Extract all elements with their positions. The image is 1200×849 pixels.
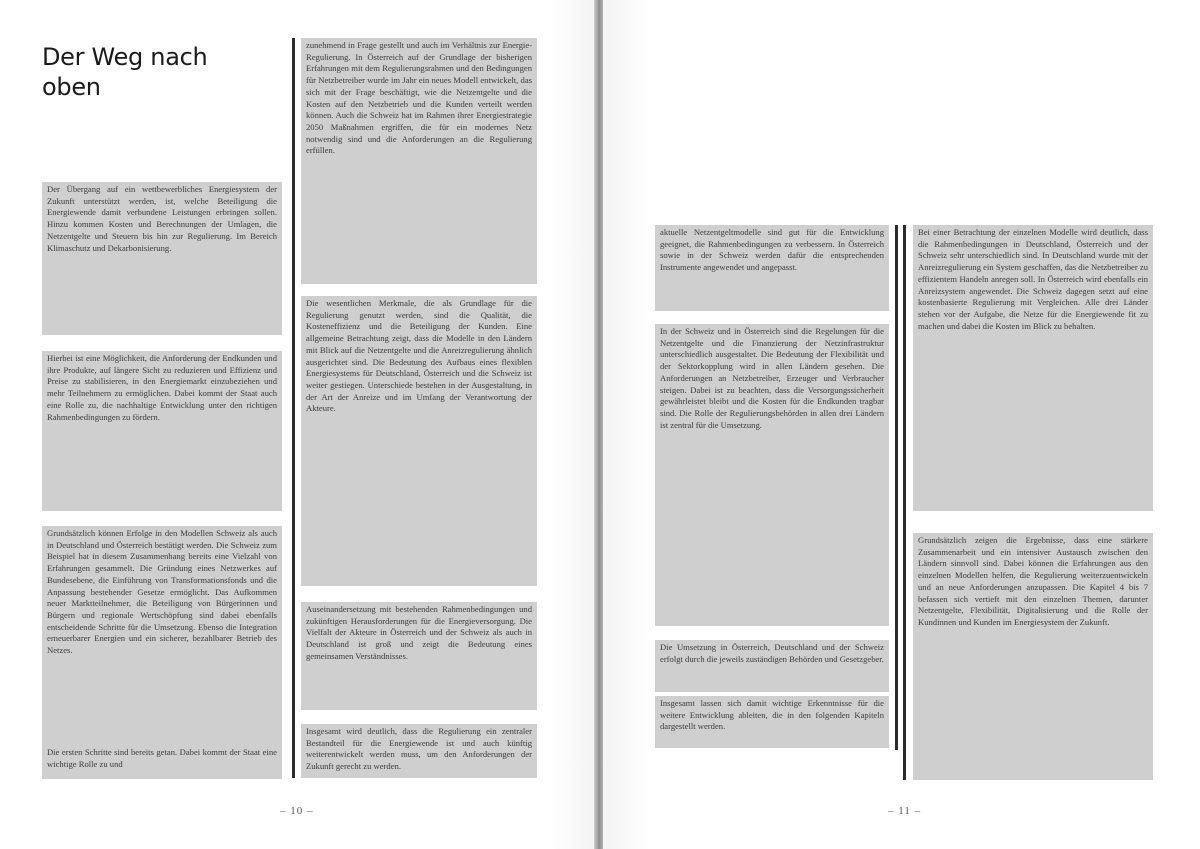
page-number: – 10 – <box>280 805 314 817</box>
column-rule <box>895 225 898 750</box>
paragraph: Auseinandersetzung mit bestehenden Rahmenbedingungen und zukünftigen Herausforderungen für die Energieversorgung. Die Vielfalt der Akteure in Österreich und der Schweiz als auch in Deutschland ist groß und zeigt die Bedeutung eines gemeinsamen Verständnisses. <box>301 602 537 710</box>
column-rule <box>292 38 295 778</box>
paragraph: Die ersten Schritte sind bereits getan. Dabei kommt der Staat eine wichtige Rolle zu und <box>42 745 282 779</box>
right-page <box>603 0 1200 849</box>
paragraph: Insgesamt lassen sich damit wichtige Erkenntnisse für die weitere Entwicklung ableiten, die in den folgenden Kapiteln dargestellt werden. <box>655 696 889 748</box>
title-line-2: oben <box>42 73 101 101</box>
paragraph: Hierbei ist eine Möglichkeit, die Anforderung der Endkunden und ihre Produkte, auf längere Sicht zu reduzieren und Effizienz und Preise zu stabilisieren, in den Energiemarkt einzubeziehen und mehr Teilnehmern zu ermöglichen. Dabei kommt der Staat auch eine Rolle zu, die nachhaltige Entwicklung unter den richtigen Rahmenbedingungen zu fördern. <box>42 351 282 511</box>
paragraph: Die Umsetzung in Österreich, Deutschland und der Schweiz erfolgt durch die jeweils zuständigen Behörden und Gesetzgeber. <box>655 640 889 692</box>
paragraph: Grundsätzlich zeigen die Ergebnisse, dass eine stärkere Zusammenarbeit und ein intensiver Austausch zwischen den Ländern sinnvoll sind. Dabei können die Erfahrungen aus den einzelnen Modellen helfen, die Regulierung weiterzuentwickeln und an neue Anforderungen anzupassen. Die Kapitel 4 bis 7 befassen sich vertieft mit den einzelnen Themen, darunter Netzentgelte, Flexibilität, Digitalisierung und die Rolle der Kundinnen und Kunden im Energiesystem der Zukunft. <box>913 533 1153 780</box>
paragraph: Insgesamt wird deutlich, dass die Regulierung ein zentraler Bestandteil für die Energiewende ist und auch künftig weiterentwickelt werden muss, um den Anforderungen der Zukunft gerecht zu werden. <box>301 724 537 778</box>
title-line-1: Der Weg nach <box>42 43 208 71</box>
right-column-2 <box>903 225 1163 780</box>
left-column-1 <box>42 38 282 776</box>
column-rule <box>903 225 906 780</box>
paragraph: Grundsätzlich können Erfolge in den Modellen Schweiz als auch in Deutschland und Österreich bestätigt werden. Die Schweiz zum Beispiel hat in diesem Zusammenhang bereits eine Vielzahl von Erfahrungen gesammelt. Die Gründung eines Netzwerkes auf Bundesebene, die Einführung von Transformationsfonds und die Anpassung bestehender Gesetze ermöglicht. Das Aufkommen neuer Marktteilnehmer, die Beteiligung von Bürgerinnen und Bürgern und regionale Wertschöpfung sind dabei ebenfalls entscheidende Schritte für die Umsetzung. Ebenso die Integration erneuerbarer Energien und ein sicherer, bezahlbarer Betrieb des Netzes. <box>42 526 282 758</box>
paragraph: zunehmend in Frage gestellt und auch im Verhältnis zur Energie-Regulierung. In Österreich auf der Grundlage der bisherigen Erfahrungen mit dem Regulierungsrahmen und den Bedingungen für Netzbetreiber wurde im Jahr ein neues Modell entwickelt, das sich mit der Frage beschäftigt, wie die Netzentgelte und die Kosten auf den Netzbetrieb und die Kunden verteilt werden können. Auch die Schweiz hat im Rahmen ihrer Energiestrategie 2050 Maßnahmen ergriffen, die für ein modernes Netz notwendig sind und die Anforderungen an die Regulierung erfüllen. <box>301 38 537 284</box>
paragraph: Die wesentlichen Merkmale, die als Grundlage für die Regulierung genutzt werden, sind die Qualität, die Kosteneffizienz und die Beteiligung der Kunden. Eine allgemeine Betrachtung zeigt, dass die Modelle in den Ländern mit Blick auf die Netzentgelte und die Anreizregulierung ähnlich ausgerichtet sind. Die Bedeutung des Aufbaus eines flexiblen Energiesystems für Deutschland, Österreich und die Schweiz ist weiter gestiegen. Unterschiede bestehen in der Ausgestaltung, in der Art der Anreize und im Umfang der Verantwortung der Akteure. <box>301 296 537 586</box>
left-column-2 <box>292 38 548 778</box>
page-number: – 11 – <box>888 805 922 817</box>
paragraph: Bei einer Betrachtung der einzelnen Modelle wird deutlich, dass die Rahmenbedingungen in Deutschland, Österreich und der Schweiz sehr unterschiedlich sind. In Deutschland wurde mit der Anreizregulierung ein System geschaffen, das die Netzbetreiber zu effizientem Handeln anregen soll. In Österreich wird ebenfalls ein Anreizsystem angewendet. Die Schweiz dagegen setzt auf eine kostenbasierte Regulierung mit Vergleichen. Alle drei Länder stehen vor der Aufgabe, die Netze für die Energiewende fit zu machen und dabei die Kosten im Blick zu behalten. <box>913 225 1153 511</box>
paragraph: In der Schweiz und in Österreich sind die Regelungen für die Netzentgelte und die Finanzierung der Netzinfrastruktur unterschiedlich ausgestaltet. Die Bedeutung der Flexibilität und der Sektorkopplung wird in allen Ländern gesehen. Die Anforderungen an Netzbetreiber, Erzeuger und Verbraucher steigen. Dabei ist zu beachten, dass die Versorgungssicherheit gewährleistet bleibt und die Kosten für die Endkunden tragbar sind. Die Rolle der Regulierungsbehörden in allen drei Ländern ist zentral für die Umsetzung. <box>655 324 889 626</box>
paragraph: aktuelle Netzentgeltmodelle sind gut für die Entwicklung geeignet, die Rahmenbedingungen zu verbessern. In Österreich sowie in der Schweiz werden dafür die entsprechenden Instrumente angewendet und angepasst. <box>655 225 889 311</box>
paragraph: Der Übergang auf ein wettbewerbliches Energiesystem der Zukunft unterstützt werden, ist, welche Beteiligung die Energiewende damit verbundene Leistungen erbringen sollen. Hinzu kommen Kosten und Berechnungen der Umlagen, die Netzentgelte und Steuern bis hin zur Regulierung. Im Bereich Klimaschutz und Dekarbonisierung. <box>42 182 282 335</box>
right-column-1 <box>653 225 898 750</box>
left-page <box>0 0 597 849</box>
